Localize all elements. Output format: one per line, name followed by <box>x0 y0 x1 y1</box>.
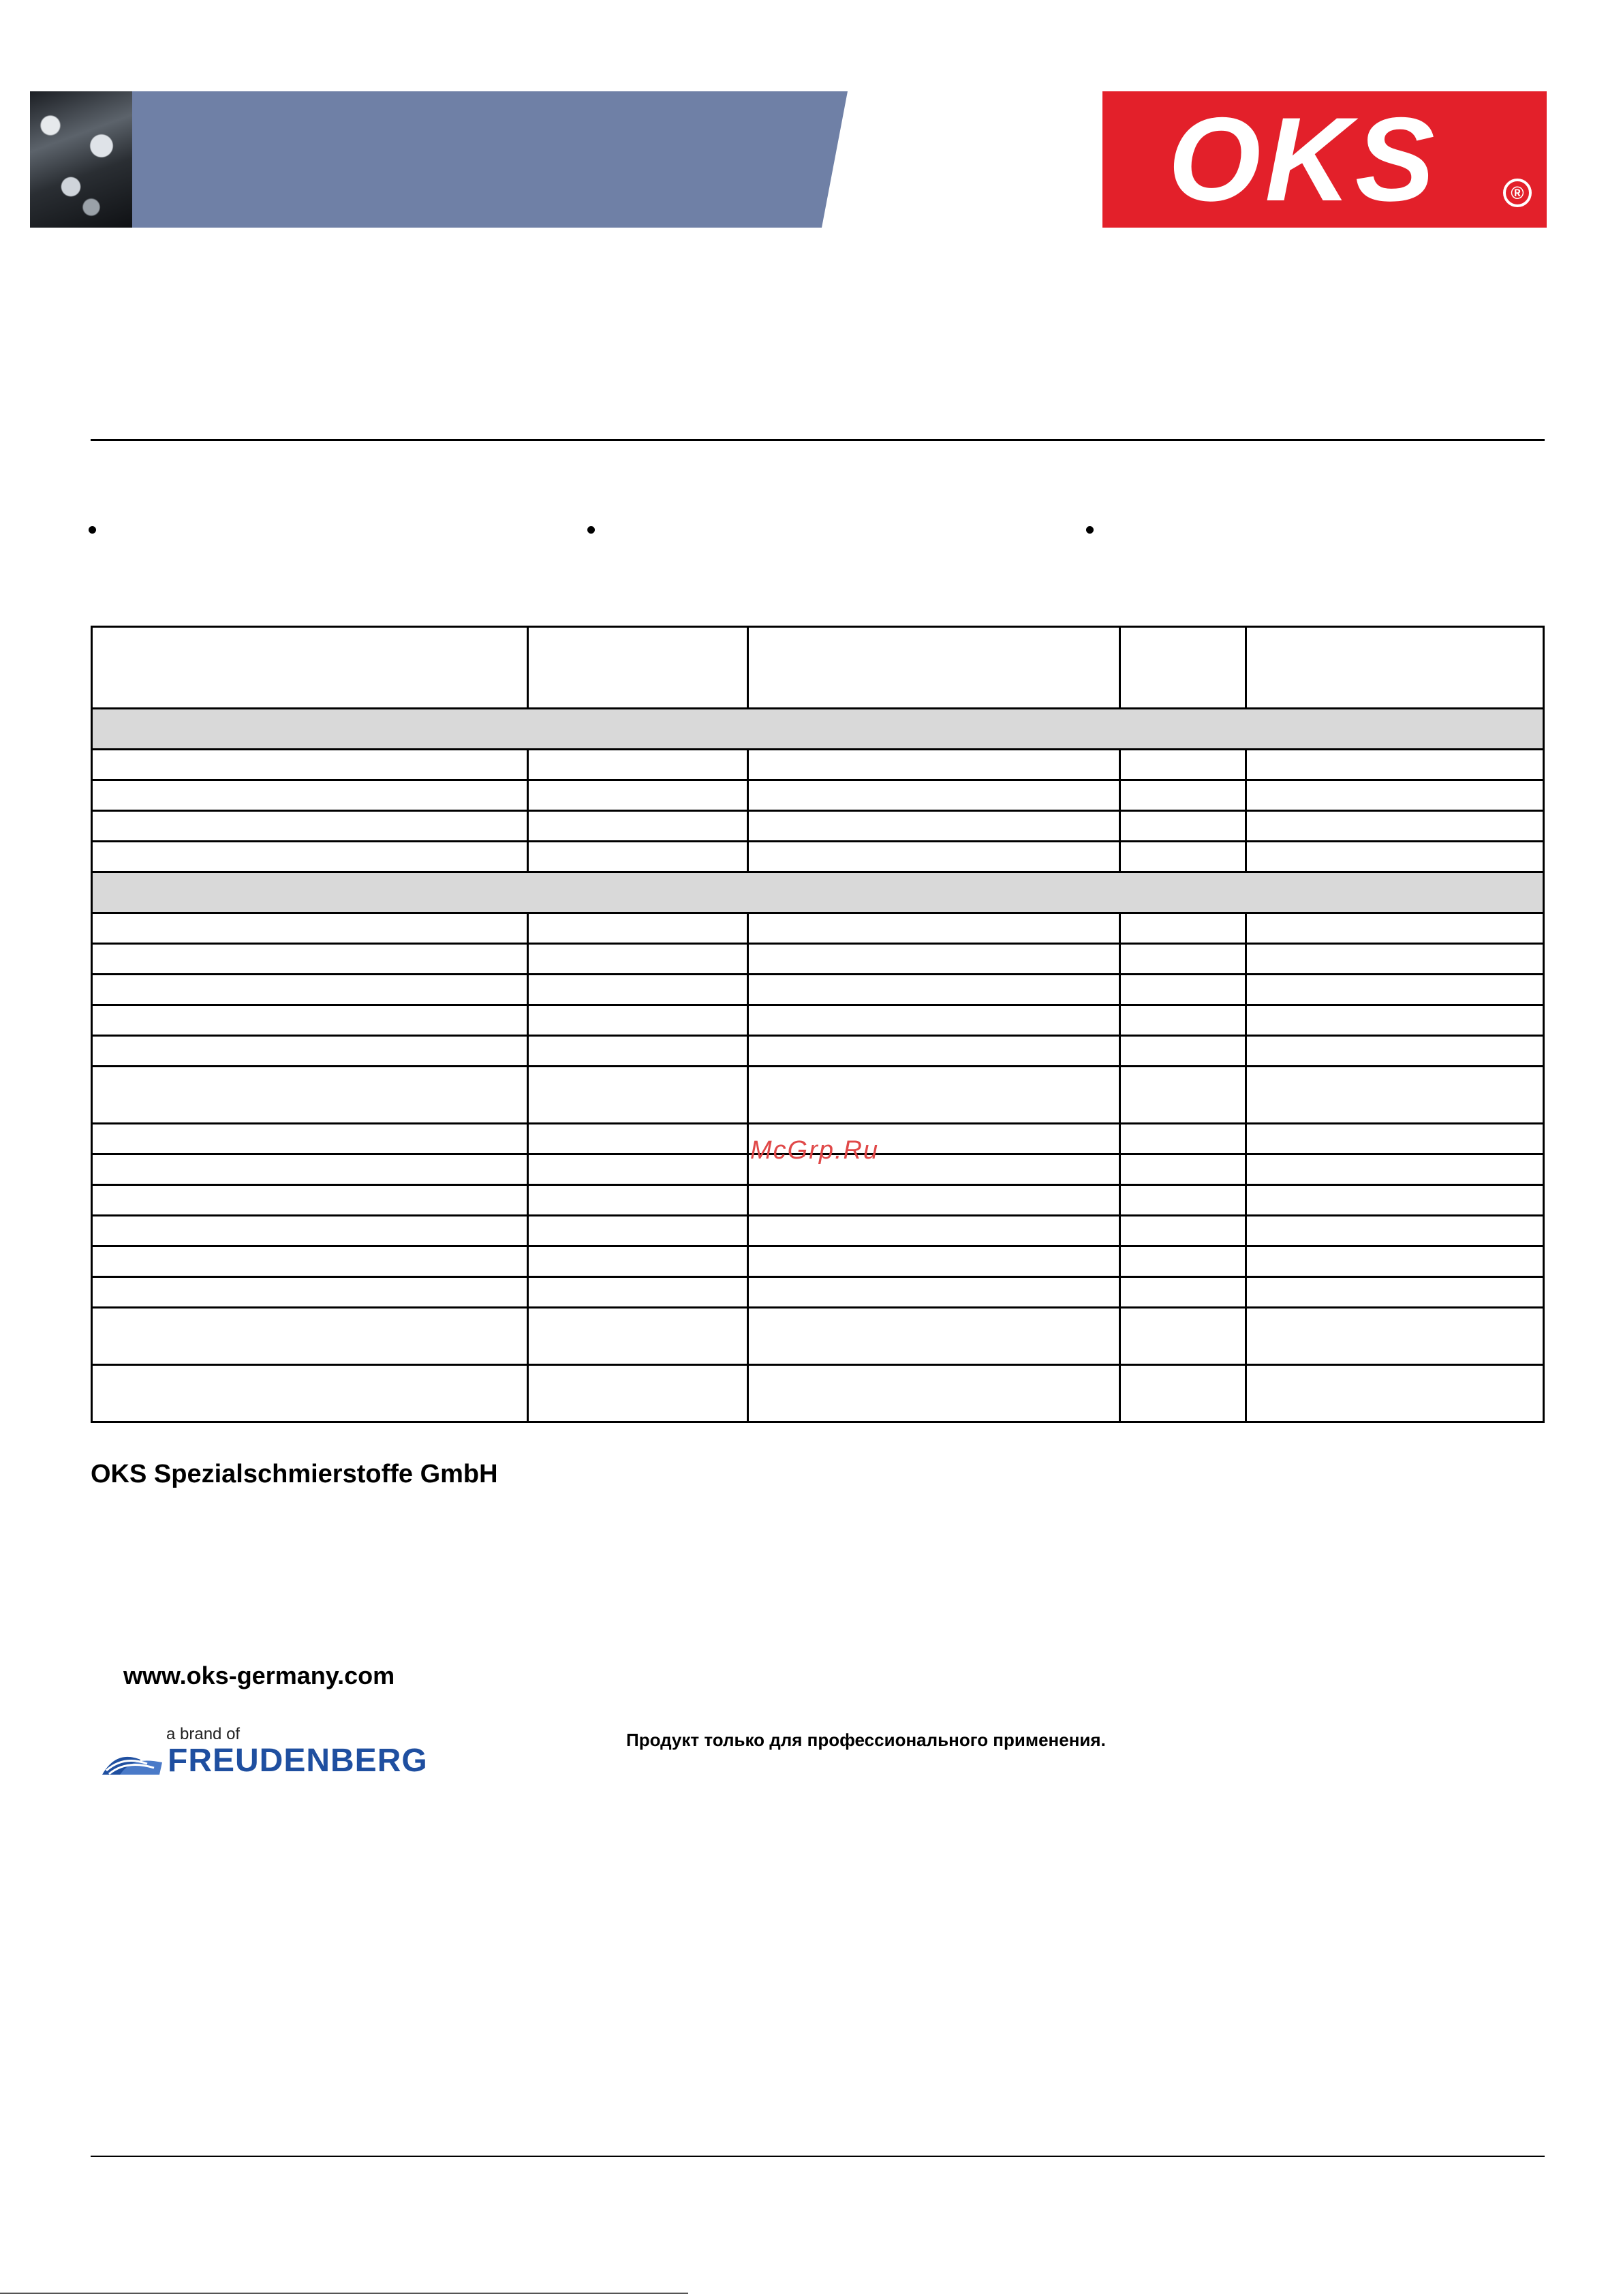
table-row <box>92 1067 1544 1124</box>
top-divider <box>91 439 1545 441</box>
table-section-row <box>92 709 1544 750</box>
table-row <box>92 1308 1544 1365</box>
footer-rule <box>0 2293 688 2294</box>
bearing-photo <box>30 91 132 228</box>
oks-logo <box>1102 91 1547 228</box>
header-banner <box>132 91 848 228</box>
table-row <box>92 1365 1544 1422</box>
oks-logo-text: OKS <box>1168 93 1439 226</box>
table-header-row <box>92 627 1544 709</box>
specification-table <box>91 626 1545 1423</box>
freudenberg-wave-icon <box>99 1750 165 1777</box>
table-row <box>92 944 1544 975</box>
website-link[interactable]: www.oks-germany.com <box>123 1662 395 1689</box>
bottom-divider <box>91 2156 1545 2157</box>
bullet-2 <box>587 526 595 534</box>
table-row <box>92 811 1544 842</box>
table-row <box>92 750 1544 780</box>
table-row <box>92 975 1544 1005</box>
table-row <box>92 1216 1544 1246</box>
table-row <box>92 1185 1544 1216</box>
bullet-1 <box>89 526 96 534</box>
table-row <box>92 842 1544 872</box>
table-row <box>92 1005 1544 1036</box>
table-row <box>92 1277 1544 1308</box>
table-row <box>92 1246 1544 1277</box>
table-section-row <box>92 872 1544 913</box>
bullet-3 <box>1086 526 1094 534</box>
watermark: McGrp.Ru <box>750 1136 880 1165</box>
table-row <box>92 1036 1544 1067</box>
table-row <box>92 913 1544 944</box>
company-name: OKS Spezialschmierstoffe GmbH <box>91 1460 498 1488</box>
freudenberg-brand-name: FREUDENBERG <box>168 1743 428 1779</box>
table-row <box>92 780 1544 811</box>
professional-use-notice: Продукт только для профессионального применения. <box>626 1730 1106 1750</box>
registered-mark: ® <box>1503 179 1532 207</box>
brand-of-label: a brand of <box>166 1725 241 1743</box>
